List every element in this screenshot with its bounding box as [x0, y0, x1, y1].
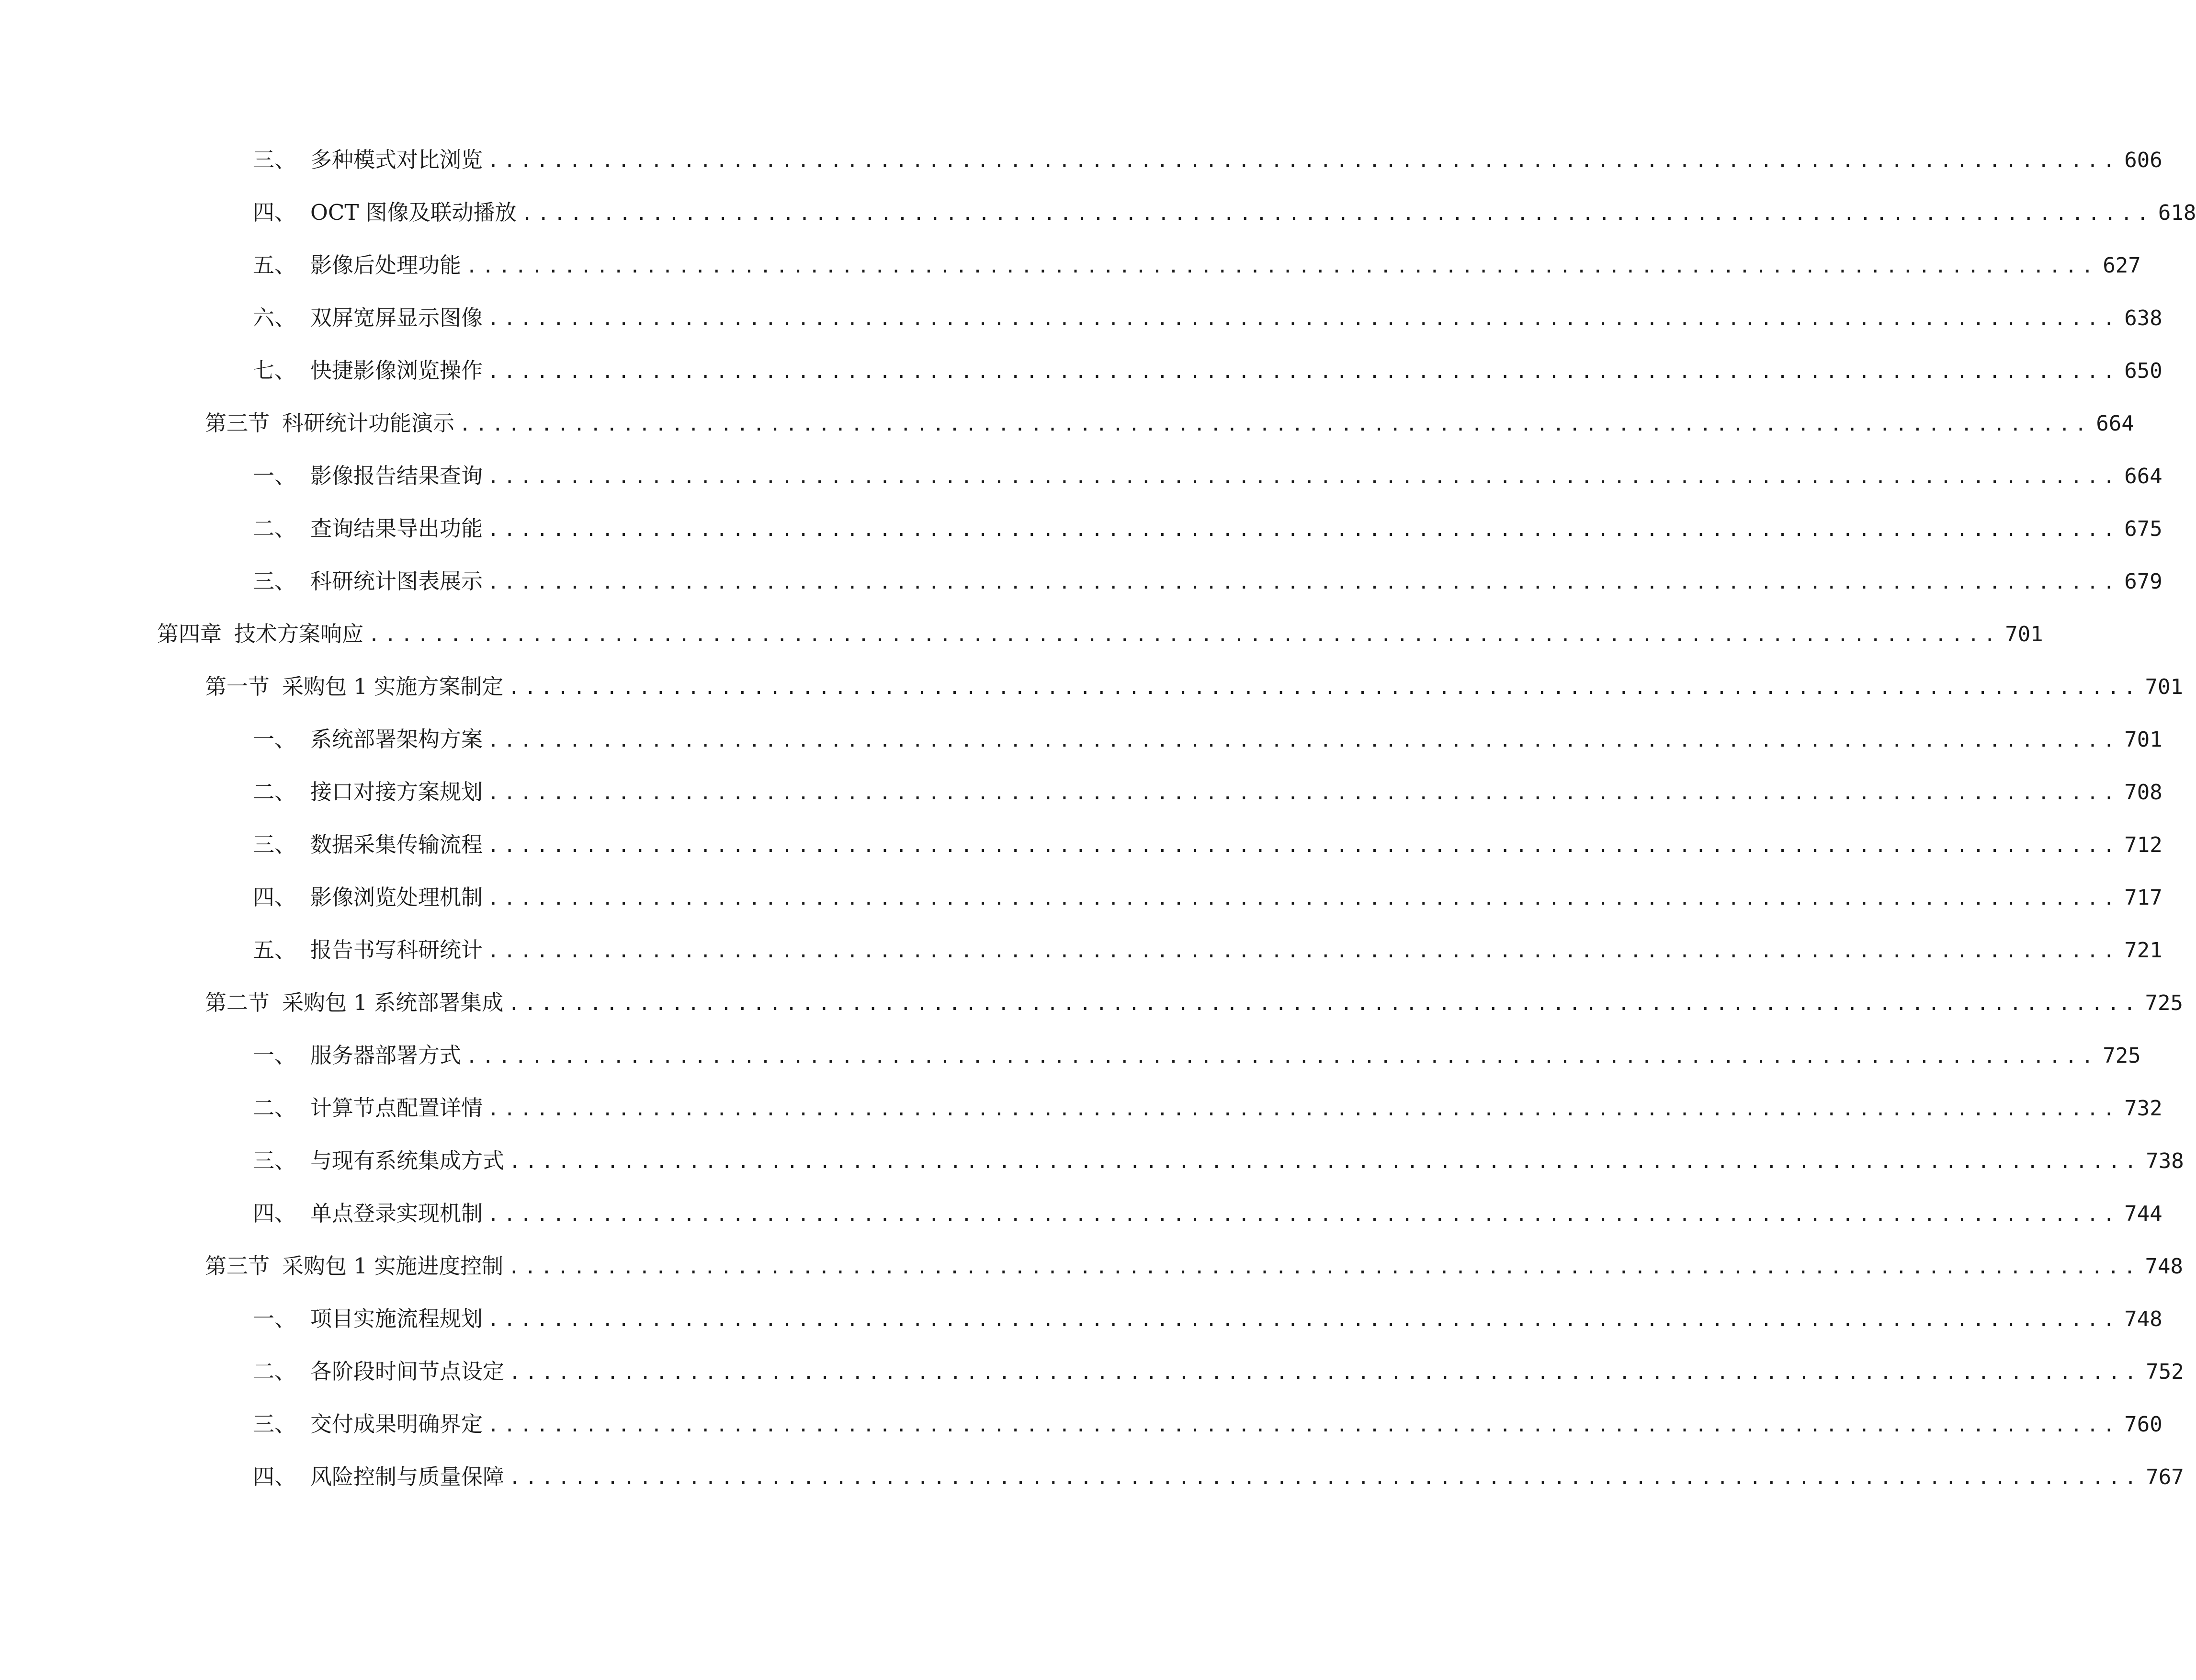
entry-title: 计算节点配置详情: [310, 1095, 483, 1121]
toc-entry[interactable]: [253, 299, 2162, 337]
toc-entry-chapter[interactable]: [157, 615, 2043, 653]
entry-page-number: 606: [2124, 148, 2162, 172]
toc-entry[interactable]: [253, 562, 2162, 601]
toc-entry[interactable]: [253, 773, 2162, 811]
entry-number: 四、: [253, 885, 296, 910]
entry-number: 六、: [253, 305, 296, 330]
entry-title: 采购包 1 系统部署集成: [282, 990, 504, 1015]
entry-page-number: 701: [2005, 622, 2043, 647]
entry-title: 技术方案响应: [234, 621, 364, 647]
entry-number: 三、: [253, 147, 296, 172]
entry-page-number: 701: [2124, 727, 2162, 752]
entry-number: 第二节: [205, 990, 270, 1015]
entry-page-number: 712: [2124, 833, 2162, 857]
entry-number: 一、: [253, 1043, 296, 1068]
entry-number: 第四章: [157, 621, 222, 647]
entry-title: 交付成果明确界定: [310, 1411, 483, 1437]
entry-title: 多种模式对比浏览: [310, 147, 483, 172]
toc-entry[interactable]: [253, 878, 2162, 917]
entry-title: 与现有系统集成方式: [310, 1148, 505, 1173]
entry-title: 采购包 1 实施进度控制: [282, 1253, 504, 1279]
entry-number: 一、: [253, 463, 296, 488]
toc-entry[interactable]: [253, 1458, 2184, 1496]
toc-entry[interactable]: [253, 1405, 2162, 1443]
entry-number: 七、: [253, 358, 296, 383]
entry-page-number: 717: [2124, 885, 2162, 910]
toc-entry[interactable]: [253, 352, 2162, 390]
entry-number: 四、: [253, 1464, 296, 1489]
toc-entry-section[interactable]: [205, 404, 2134, 443]
entry-number: 四、: [253, 1201, 296, 1226]
toc-entry[interactable]: [253, 193, 2196, 232]
entry-page-number: 638: [2124, 306, 2162, 330]
entry-page-number: 732: [2124, 1096, 2162, 1121]
entry-title: OCT 图像及联动播放: [310, 200, 517, 225]
toc-entry[interactable]: [253, 1089, 2162, 1127]
dot-leader: ....................................................................................................: [466, 1045, 2098, 1067]
toc-entry[interactable]: [253, 826, 2162, 864]
entry-title: 接口对接方案规划: [310, 779, 483, 805]
entry-number: 二、: [253, 516, 296, 541]
entry-page-number: 701: [2145, 675, 2183, 699]
entry-page-number: 760: [2124, 1412, 2162, 1437]
entry-title: 快捷影像浏览操作: [310, 358, 483, 383]
entry-number: 五、: [253, 252, 296, 278]
entry-page-number: 675: [2124, 517, 2162, 541]
entry-page-number: 748: [2145, 1254, 2183, 1279]
entry-page-number: 650: [2124, 359, 2162, 383]
entry-title: 影像后处理功能: [310, 252, 462, 278]
entry-page-number: 627: [2103, 253, 2141, 278]
entry-title: 影像浏览处理机制: [310, 885, 483, 910]
entry-page-number: 752: [2146, 1360, 2184, 1384]
entry-number: 五、: [253, 937, 296, 963]
dot-leader: ....................................................................................................: [508, 677, 2140, 699]
dot-leader: ....................................................................................................: [459, 413, 2092, 435]
dot-leader: ....................................................................................................: [487, 887, 2120, 909]
entry-title: 采购包 1 实施方案制定: [282, 674, 504, 699]
dot-leader: ....................................................................................................: [487, 940, 2120, 962]
entry-page-number: 618: [2158, 201, 2196, 225]
entry-number: 一、: [253, 726, 296, 752]
entry-title: 系统部署架构方案: [310, 726, 483, 752]
entry-title: 科研统计图表展示: [310, 568, 483, 594]
dot-leader: ....................................................................................................: [509, 1362, 2141, 1384]
dot-leader: ....................................................................................................: [487, 1098, 2120, 1120]
entry-number: 第一节: [205, 674, 270, 699]
toc-entry[interactable]: [253, 720, 2162, 759]
entry-number: 三、: [253, 568, 296, 594]
entry-title: 风险控制与质量保障: [310, 1464, 505, 1489]
dot-leader: ....................................................................................................: [509, 1151, 2141, 1173]
entry-title: 影像报告结果查询: [310, 463, 483, 488]
entry-number: 二、: [253, 1359, 296, 1384]
dot-leader: ....................................................................................................: [487, 1309, 2120, 1331]
entry-title: 项目实施流程规划: [310, 1306, 483, 1331]
entry-page-number: 748: [2124, 1307, 2162, 1331]
dot-leader: ....................................................................................................: [487, 361, 2120, 383]
entry-page-number: 721: [2124, 938, 2162, 963]
entry-number: 第三节: [205, 1253, 270, 1279]
toc-entry-section[interactable]: [205, 668, 2183, 706]
entry-page-number: 738: [2146, 1149, 2184, 1173]
toc-entry-section[interactable]: [205, 984, 2183, 1022]
dot-leader: ....................................................................................................: [508, 1256, 2140, 1278]
toc-entry[interactable]: [253, 931, 2162, 969]
entry-title: 单点登录实现机制: [310, 1201, 483, 1226]
entry-page-number: 664: [2124, 464, 2162, 488]
dot-leader: ....................................................................................................: [466, 255, 2098, 277]
dot-leader: ....................................................................................................: [487, 1203, 2120, 1226]
toc-entry[interactable]: [253, 1300, 2162, 1338]
entry-number: 三、: [253, 1411, 296, 1437]
entry-page-number: 744: [2124, 1202, 2162, 1226]
toc-entry[interactable]: [253, 1194, 2162, 1233]
dot-leader: ....................................................................................................: [487, 308, 2120, 330]
toc-entry[interactable]: [253, 1142, 2184, 1180]
entry-page-number: 725: [2103, 1044, 2141, 1068]
entry-page-number: 725: [2145, 991, 2183, 1015]
entry-page-number: 708: [2124, 780, 2162, 805]
entry-title: 科研统计功能演示: [282, 410, 455, 436]
dot-leader: ....................................................................................................: [487, 466, 2120, 488]
entry-page-number: 664: [2096, 411, 2134, 436]
dot-leader: ....................................................................................................: [508, 993, 2140, 1015]
entry-title: 查询结果导出功能: [310, 516, 483, 541]
toc-entry[interactable]: [253, 1352, 2184, 1391]
toc-entry[interactable]: [253, 457, 2162, 495]
toc-entry[interactable]: [253, 1036, 2141, 1075]
entry-number: 二、: [253, 1095, 296, 1121]
entry-page-number: 679: [2124, 569, 2162, 594]
entry-number: 三、: [253, 832, 296, 857]
toc-entry[interactable]: [253, 246, 2141, 284]
dot-leader: ....................................................................................................: [487, 782, 2120, 804]
entry-title: 服务器部署方式: [310, 1043, 462, 1068]
dot-leader: ....................................................................................................: [487, 729, 2120, 751]
dot-leader: ....................................................................................................: [509, 1467, 2141, 1489]
entry-title: 各阶段时间节点设定: [310, 1359, 505, 1384]
toc-entry[interactable]: [253, 141, 2162, 179]
dot-leader: ....................................................................................................: [487, 571, 2120, 593]
dot-leader: ....................................................................................................: [368, 624, 2001, 646]
dot-leader: ....................................................................................................: [521, 203, 2153, 225]
entry-number: 三、: [253, 1148, 296, 1173]
toc-entry-section[interactable]: [205, 1247, 2183, 1285]
dot-leader: ....................................................................................................: [487, 519, 2120, 541]
entry-number: 四、: [253, 200, 296, 225]
entry-number: 一、: [253, 1306, 296, 1331]
entry-number: 二、: [253, 779, 296, 805]
entry-title: 数据采集传输流程: [310, 832, 483, 857]
dot-leader: ....................................................................................................: [487, 150, 2120, 172]
entry-page-number: 767: [2146, 1465, 2184, 1489]
entry-title: 双屏宽屏显示图像: [310, 305, 483, 330]
entry-title: 报告书写科研统计: [310, 937, 483, 963]
entry-number: 第三节: [205, 410, 270, 436]
dot-leader: ....................................................................................................: [487, 835, 2120, 857]
dot-leader: ....................................................................................................: [487, 1414, 2120, 1436]
toc-entry[interactable]: [253, 510, 2162, 548]
